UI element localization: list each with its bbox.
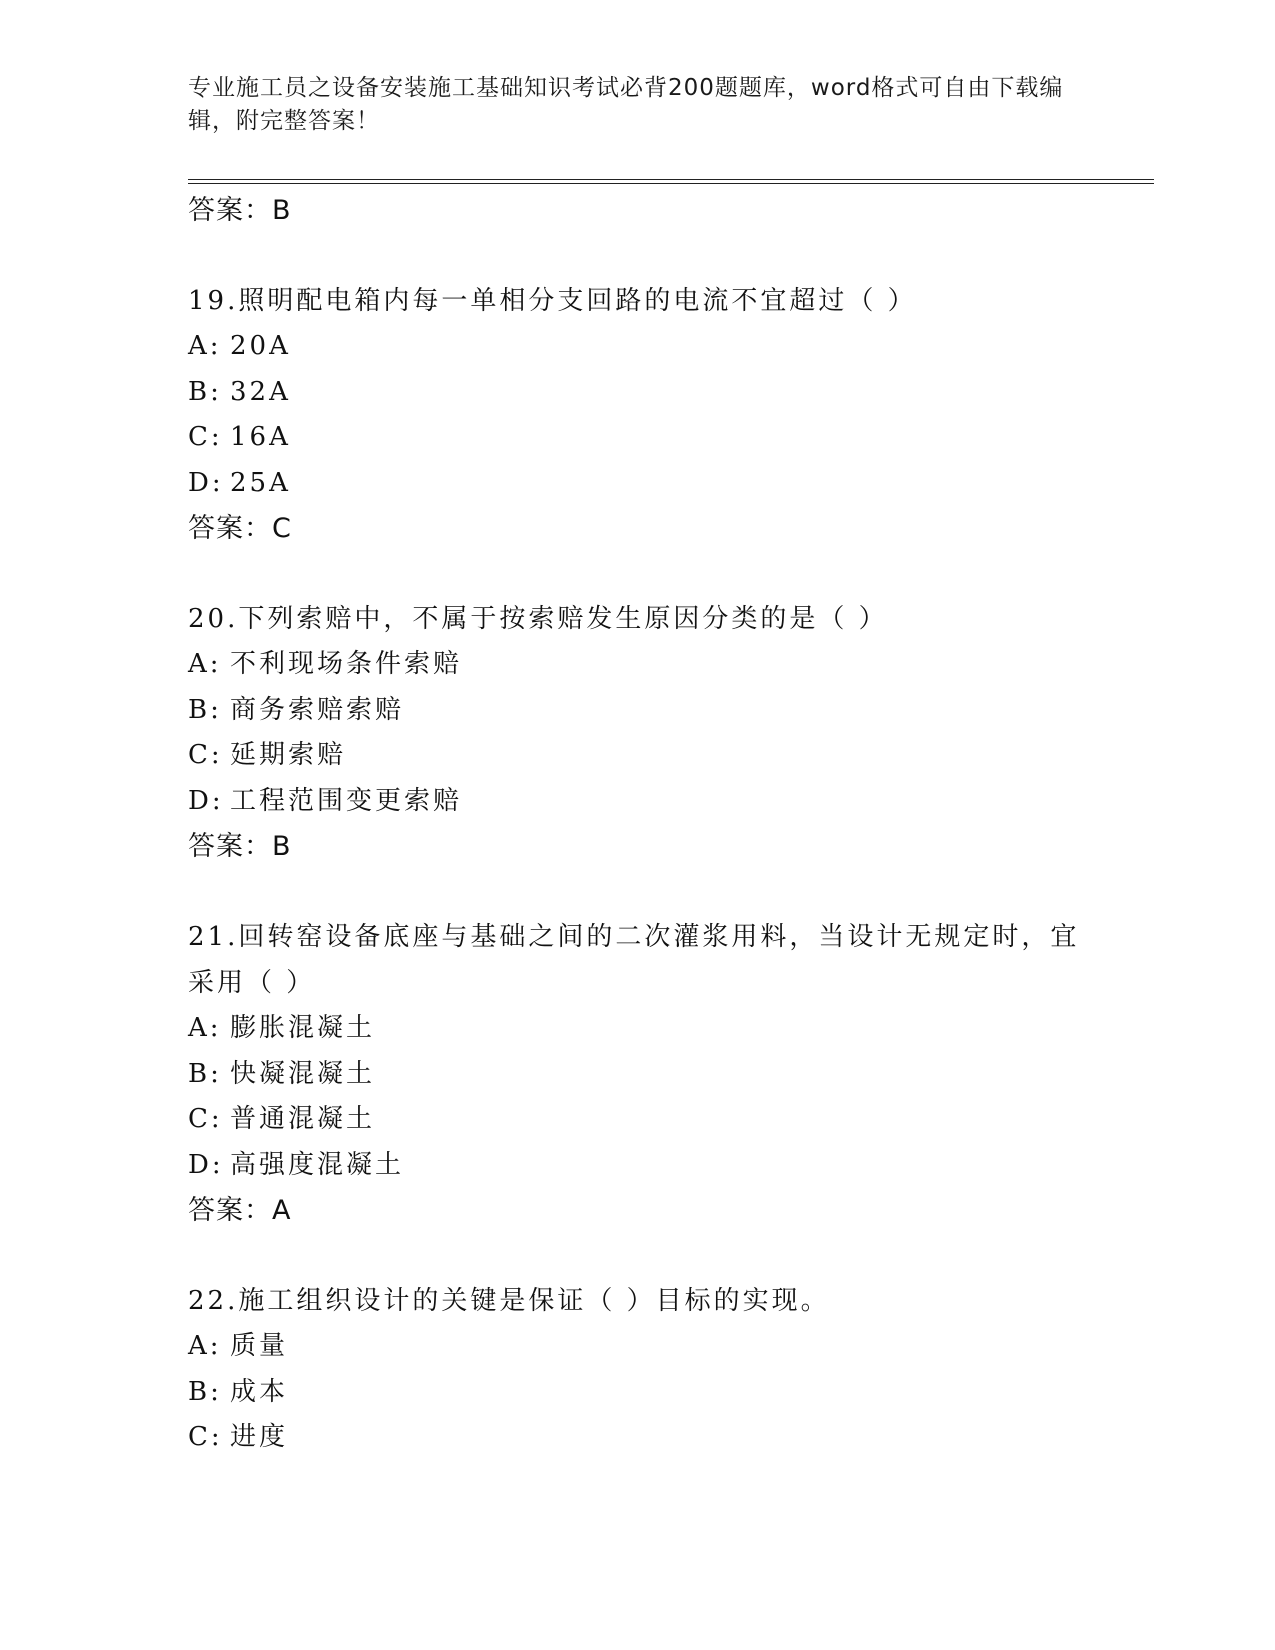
- option-letter: B:: [188, 1058, 222, 1089]
- answer-option: [188, 1097, 1088, 1143]
- option-letter: A:: [188, 331, 222, 361]
- option-text: 32A: [230, 376, 291, 407]
- question-text: 22.施工组织设计的关键是保证（ ）目标的实现。: [188, 1286, 830, 1316]
- option-text: 不利现场条件索赔: [230, 649, 463, 679]
- question-list: [188, 188, 1088, 1461]
- answer-option: [188, 1052, 1088, 1098]
- header-divider-top: [188, 179, 1154, 180]
- option-letter: D:: [188, 467, 224, 498]
- answer-line: 答案：A: [188, 1195, 292, 1226]
- question-item: [188, 278, 1088, 551]
- answer-option: [188, 415, 1088, 461]
- answer-option: [188, 1370, 1088, 1416]
- option-text: 普通混凝土: [230, 1104, 376, 1134]
- answer-line: 答案：C: [188, 513, 292, 544]
- option-letter: B:: [188, 694, 222, 725]
- option-letter: D:: [188, 785, 224, 816]
- question-text: 20.下列索赔中，不属于按索赔发生原因分类的是（ ）: [188, 604, 888, 634]
- option-letter: B:: [188, 376, 222, 407]
- option-letter: B:: [188, 1376, 222, 1407]
- answer-line: 答案：B: [188, 831, 292, 862]
- question-item: [188, 1278, 1088, 1461]
- question-item: [188, 914, 1088, 1233]
- option-letter: A:: [188, 649, 222, 679]
- option-letter: C:: [188, 1422, 223, 1452]
- option-text: 膨胀混凝土: [230, 1013, 376, 1043]
- document-header: 专业施工员之设备安装施工基础知识考试必背200题题库，word格式可自由下载编辑，附完整答案！: [188, 75, 1064, 134]
- option-text: 工程范围变更索赔: [230, 785, 463, 816]
- question-item: [188, 596, 1088, 869]
- option-text: 商务索赔索赔: [230, 694, 405, 725]
- answer-option: [188, 1006, 1088, 1052]
- option-text: 高强度混凝土: [230, 1149, 405, 1180]
- question-text: 19.照明配电箱内每一单相分支回路的电流不宜超过（ ）: [188, 286, 917, 316]
- option-letter: A:: [188, 1013, 222, 1043]
- option-text: 质量: [230, 1331, 289, 1361]
- answer-line: 答案：B: [188, 195, 292, 226]
- option-letter: C:: [188, 740, 223, 770]
- option-text: 16A: [230, 422, 291, 452]
- option-text: 延期索赔: [230, 740, 347, 770]
- answer-option: [188, 1143, 1088, 1189]
- answer-option: [188, 688, 1088, 734]
- option-letter: C:: [188, 422, 223, 452]
- answer-option: [188, 1415, 1088, 1461]
- answer-option: [188, 461, 1088, 507]
- option-text: 进度: [230, 1422, 289, 1452]
- option-text: 成本: [230, 1376, 289, 1407]
- option-letter: D:: [188, 1149, 224, 1180]
- answer-option: [188, 779, 1088, 825]
- option-text: 20A: [230, 331, 291, 361]
- option-letter: A:: [188, 1331, 222, 1361]
- answer-option: [188, 324, 1088, 370]
- option-letter: C:: [188, 1104, 223, 1134]
- question-text: 21.回转窑设备底座与基础之间的二次灌浆用料，当设计无规定时，宜采用（ ）: [188, 922, 1080, 998]
- option-text: 25A: [230, 467, 291, 498]
- header-divider-bottom: [188, 183, 1154, 184]
- answer-option: [188, 733, 1088, 779]
- option-text: 快凝混凝土: [230, 1058, 376, 1089]
- answer-option: [188, 370, 1088, 416]
- answer-option: [188, 642, 1088, 688]
- answer-option: [188, 1324, 1088, 1370]
